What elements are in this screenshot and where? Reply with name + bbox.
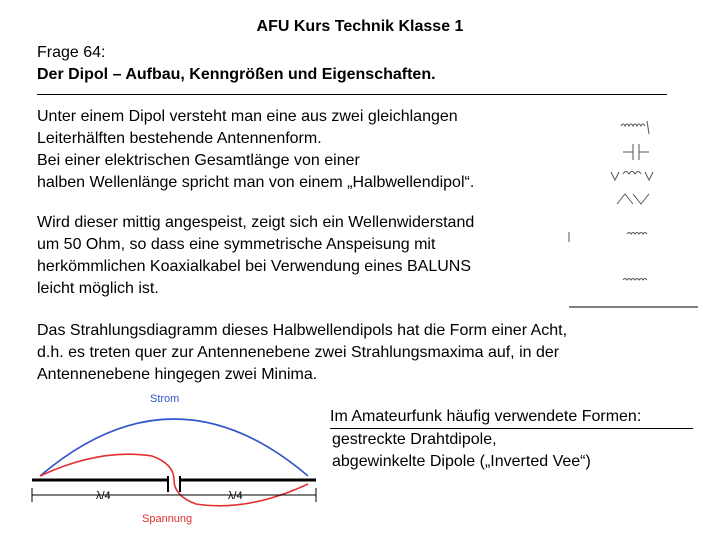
forms-heading: Im Amateurfunk häufig verwendete Formen: xyxy=(330,406,693,429)
paragraph-radiation-pattern xyxy=(37,320,567,386)
document-title: AFU Kurs Technik Klasse 1 xyxy=(256,18,464,35)
quarter-wave-left-label: λ/4 xyxy=(96,490,111,502)
common-forms-list xyxy=(312,406,692,473)
question-number: Frage 64: xyxy=(37,44,106,61)
dipole-forms-sketch xyxy=(565,112,705,312)
inverted-vee-sketch xyxy=(617,194,649,204)
forms-item: gestreckte Drahtdipole, xyxy=(332,431,497,448)
dipole-current-voltage-diagram xyxy=(28,388,328,533)
text-line: um 50 Ohm, so dass eine symmetrische Anspeisung mit xyxy=(37,236,436,253)
title-divider xyxy=(37,94,667,95)
text-line: leicht möglich ist. xyxy=(37,280,159,297)
text-line: Unter einem Dipol versteht man eine aus zwei gleichlangen xyxy=(37,108,458,125)
voltage-label: Spannung xyxy=(142,513,193,525)
text-line: Antennenebene hingegen zwei Minima. xyxy=(37,366,318,383)
paragraph-dipole-definition xyxy=(37,106,474,194)
text-line: Wird dieser mittig angespeist, zeigt sich ein Wellenwiderstand xyxy=(37,214,475,231)
forms-item: abgewinkelte Dipole („Inverted Vee“) xyxy=(332,453,591,470)
text-line: halben Wellenlänge spricht man von einem „Halbwellendipol“. xyxy=(37,174,475,191)
capacitor-sketch xyxy=(623,144,649,160)
text-line: Das Strahlungsdiagramm dieses Halbwellendipols hat die Form einer Acht, xyxy=(37,322,568,339)
paragraph-feedpoint xyxy=(37,212,474,300)
coil-sketch xyxy=(621,124,645,126)
text-line: Leiterhälften bestehende Antennenform. xyxy=(37,130,322,147)
question-title: Der Dipol – Aufbau, Kenngrößen und Eigenschaften. xyxy=(37,66,436,83)
text-line: Bei einer elektrischen Gesamtlänge von einer xyxy=(37,152,360,169)
current-label: Strom xyxy=(150,393,180,405)
quarter-wave-right-label: λ/4 xyxy=(228,490,243,502)
text-line: d.h. es treten quer zur Antennenebene zwei Strahlungsmaxima auf, in der xyxy=(37,344,560,361)
current-curve xyxy=(40,419,308,476)
text-line: herkömmlichen Koaxialkabel bei Verwendung eines BALUNS xyxy=(37,258,472,275)
